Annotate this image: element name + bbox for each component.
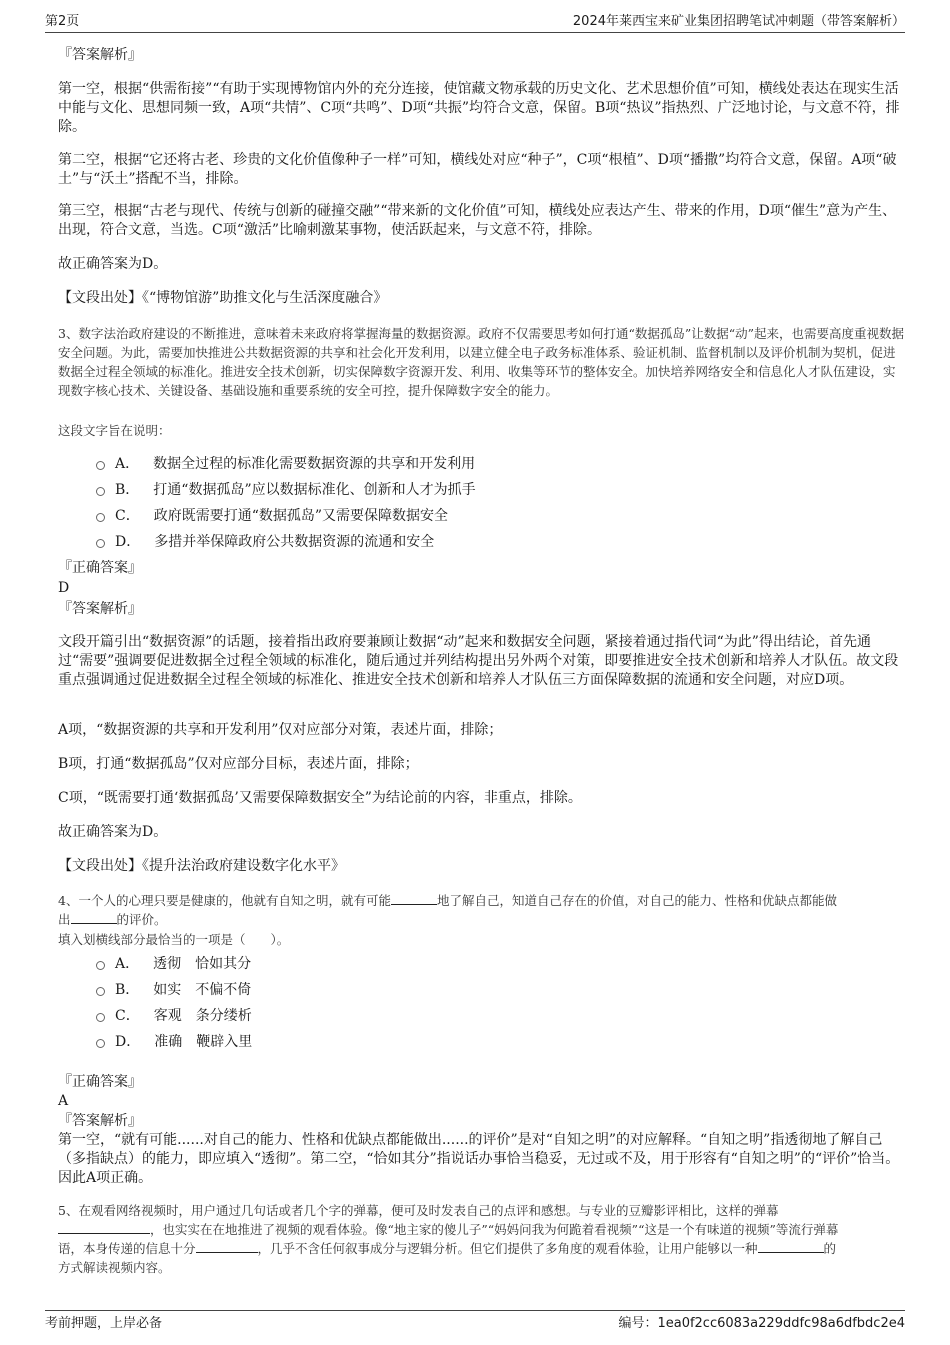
- radio-button[interactable]: [96, 987, 105, 996]
- q4-analysis: 第一空，“就有可能......对自己的能力、性格和优缺点都能做出......的评价”是对“自知之明”的对应解释。“自知之明”指透彻地了解自己（多指缺点）的能力，即应填入“透彻”。第二空，“恰如其分”指说话办事恰当稳妥，无过或不及，用于形容有“自知之明”的“评价”恰当。因此A项正确。: [58, 1132, 900, 1186]
- fill-blank: [758, 1240, 824, 1253]
- fill-blank: [391, 892, 437, 905]
- q3-conclusion: 故正确答案为D。: [58, 824, 168, 840]
- document-title: 2024年莱西宝来矿业集团招聘笔试冲刺题（带答案解析）: [572, 14, 905, 29]
- radio-button[interactable]: [96, 461, 105, 470]
- radio-button[interactable]: [96, 487, 105, 496]
- q3-analysis-p2: A项，“数据资源的共享和开发利用”仅对应部分对策，表述片面，排除；: [58, 722, 503, 738]
- q3-option-d[interactable]: D． 多措并举保障政府公共数据资源的流通和安全: [96, 533, 434, 551]
- q4-option-a[interactable]: A． 透彻 恰如其分: [96, 955, 251, 973]
- q3-option-c[interactable]: C． 政府既需要打通“数据孤岛”又需要保障数据安全: [96, 507, 448, 525]
- radio-button[interactable]: [96, 961, 105, 970]
- q3-analysis-p1: 文段开篇引出“数据资源”的话题，接着指出政府要兼顾让数据“动”起来和数据安全问题，紧接着通过指代词“为此”得出结论，首先通过“需要”强调要促进数据全过程全领域的标准化，随后通过并列结构提出另外两个对策，即要推进安全技术创新和培养人才队伍。故文段重点强调通过促进数据全过程全领域的标准化、推进安全技术创新和培养人才队伍三方面保障数据的流通和安全问题，对应D项。: [58, 634, 899, 688]
- q3-analysis-p4: C项，“既需要打通‘数据孤岛’又需要保障数据安全”为结论前的内容，非重点，排除。: [58, 790, 582, 806]
- q2-analysis-label: 『答案解析』: [58, 47, 142, 63]
- fill-blank: [58, 1221, 150, 1234]
- q3-answer: D: [58, 580, 70, 596]
- document-code: 编号：1ea0f2cc6083a229ddfc98a6dfbdc2e4: [618, 1316, 905, 1331]
- q3-question: 这段文字旨在说明：: [58, 423, 171, 438]
- q4-answer-label: 『正确答案』: [58, 1074, 142, 1090]
- q4-option-d[interactable]: D． 准确 鞭辟入里: [96, 1033, 252, 1051]
- fill-blank: [71, 911, 117, 924]
- q3-analysis-p3: B项，打通“数据孤岛”仅对应部分目标，表述片面，排除；: [58, 756, 419, 772]
- radio-button[interactable]: [96, 513, 105, 522]
- q2-analysis-p2: 第二空，根据“它还将古老、珍贵的文化价值像种子一样”可知，横线处对应“种子”，C项“根植”、D项“播撒”均符合文意，保留。A项“破土”与“沃土”搭配不当，排除。: [58, 152, 897, 187]
- fill-blank: [196, 1240, 258, 1253]
- radio-button[interactable]: [96, 1013, 105, 1022]
- q3-stem: 3、数字法治政府建设的不断推进，意味着未来政府将掌握海量的数据资源。政府不仅需要思考如何打通“数据孤岛”让数据“动”起来，也需要高度重视数据安全问题。为此，需要加快推进公共数据资源的共享和社会化开发利用，以建立健全电子政务标准体系、验证机制、监督机制以及评价机制为契机，促进数据全过程全领域的标准化。推进安全技术创新，切实保障数字资源开发、利用、收集等环节的整体安全。加快培养网络安全和信息化人才队伍建设，实现数字核心技术、关键设备、基础设施和重要系统的安全可控，提升保障数字安全的能力。: [58, 326, 905, 398]
- radio-button[interactable]: [96, 1039, 105, 1048]
- q5-stem: 5、在观看网络视频时，用户通过几句话或者几个字的弹幕，便可及时发表自己的点评和感想。与专业的豆瓣影评相比，这样的弹幕 ，也实实在在地推进了视频的观看体验。像“地主家的傻儿子”“妈妈问我为何跪着看视频”“这是一个有味道的视频”等流行弹幕 语，本身传递的信息十分 ，几乎不含任何叙事成分与逻辑分析。但它们提供了多角度的观看体验，让用户能够以一种 的 方式解读视频内容。: [58, 1203, 839, 1275]
- q2-analysis-p3: 第三空，根据“古老与现代、传统与创新的碰撞交融”“带来新的文化价值”可知，横线处应表达产生、带来的作用，D项“催生”意为产生、出现，符合文意，当选。C项“激活”比喻刺激某事物，使活跃起来，与文意不符，排除。: [58, 203, 897, 238]
- page-footer: [45, 1310, 905, 1333]
- q3-option-b[interactable]: B． 打通“数据孤岛”应以数据标准化、创新和人才为抓手: [96, 481, 476, 499]
- q2-source: 【文段出处】《“博物馆游”助推文化与生活深度融合》: [58, 290, 388, 306]
- q3-source: 【文段出处】《提升法治政府建设数字化水平》: [58, 858, 345, 874]
- q3-answer-label: 『正确答案』: [58, 560, 142, 576]
- q2-analysis-p1: 第一空，根据“供需衔接”“有助于实现博物馆内外的充分连接，使馆藏文物承载的历史文化、艺术思想价值”可知，横线处表达在现实生活中能与文化、思想同频一致，A项“共情”、C项“共鸣”、D项“共振”均符合文意，保留。B项“热议”指热烈、广泛地讨论，与文意不符，排除。: [58, 81, 900, 135]
- q4-question: 填入划横线部分最恰当的一项是（ ）。: [58, 932, 290, 947]
- q3-analysis-label: 『答案解析』: [58, 601, 142, 617]
- page-number: 第2页: [45, 14, 80, 29]
- radio-button[interactable]: [96, 539, 105, 548]
- footer-slogan: 考前押题，上岸必备: [45, 1316, 163, 1331]
- page-header: [45, 12, 905, 33]
- q4-analysis-label: 『答案解析』: [58, 1113, 142, 1129]
- q2-conclusion: 故正确答案为D。: [58, 256, 168, 272]
- q4-option-b[interactable]: B． 如实 不偏不倚: [96, 981, 251, 999]
- q4-answer: A: [58, 1093, 69, 1109]
- q4-stem: 4、一个人的心理只要是健康的，他就有自知之明，就有可能 地了解自己，知道自己存在的价值，对自己的能力、性格和优缺点都能做 出 的评价。: [58, 893, 837, 927]
- q3-option-a[interactable]: A． 数据全过程的标准化需要数据资源的共享和开发利用: [96, 455, 475, 473]
- q4-option-c[interactable]: C． 客观 条分缕析: [96, 1007, 252, 1025]
